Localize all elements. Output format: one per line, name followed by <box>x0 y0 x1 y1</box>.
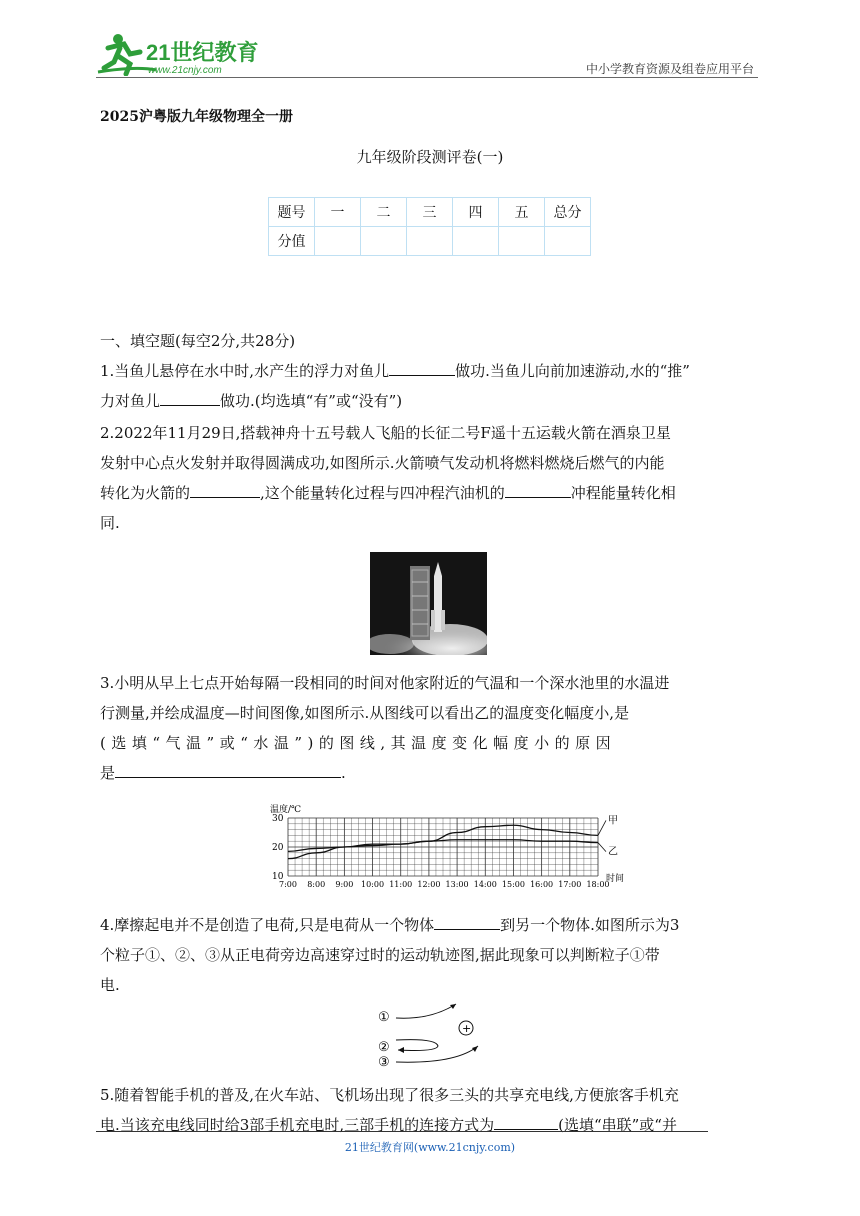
temperature-time-chart <box>268 802 630 894</box>
q2-text: 冲程能量转化相 <box>570 484 676 502</box>
q5-text: (选填“串联”或“并 <box>558 1116 677 1134</box>
q3-text: 3.小明从早上七点开始每隔一段相同的时间对他家附近的气温和一个深水池里的水温进 <box>100 674 670 692</box>
x-tick-label: 15:00 <box>501 880 525 889</box>
exam-title: 九年级阶段测评卷(一) <box>356 148 504 166</box>
question-3 <box>100 668 770 788</box>
q5-text: 电.当该充电线同时给3部手机充电时,三部手机的连接方式为 <box>100 1116 495 1134</box>
footer-link[interactable]: 21世纪教育网(www.21cnjy.com) <box>344 1141 516 1154</box>
chart-xlabel: 时间 <box>606 874 625 884</box>
q2-text: ,这个能量转化过程与四冲程汽油机的 <box>260 484 505 502</box>
x-tick-label: 9:00 <box>335 880 354 889</box>
x-tick-label: 8:00 <box>307 880 326 889</box>
q2-text: 发射中心点火发射并取得圆满成功,如图所示.火箭喷气发动机将燃料燃烧后燃气的内能 <box>100 454 665 472</box>
arrowhead-2 <box>398 1047 404 1053</box>
series-label: 乙 <box>608 846 618 858</box>
table-cell: 四 <box>453 198 499 227</box>
rocket-launch-photo <box>370 552 487 655</box>
footer-divider <box>96 1131 708 1132</box>
q3-text: (选填“气温”或“水温”)的图线,其温度变化幅度小的原因 <box>100 734 617 752</box>
table-cell: 分值 <box>269 227 315 256</box>
score-input-cell[interactable] <box>453 227 499 256</box>
x-tick-label: 12:00 <box>417 880 441 889</box>
q3-text: 行测量,并绘成温度—时间图像,如图所示.从图线可以看出乙的温度变化幅度小,是 <box>100 704 630 722</box>
platform-label: 中小学教育资源及组卷应用平台 <box>585 62 754 76</box>
particle-trajectory-diagram <box>376 1000 496 1070</box>
trajectory-1 <box>396 1004 456 1018</box>
q1-text: 1.当鱼儿悬停在水中时,水产生的浮力对鱼儿 <box>100 362 390 380</box>
table-cell: 一 <box>315 198 361 227</box>
y-tick-label: 10 <box>272 872 284 882</box>
table-cell: 五 <box>499 198 545 227</box>
table-cell: 三 <box>407 198 453 227</box>
q1-text: 做功.当鱼儿向前加速游动,水的“推” <box>455 362 690 380</box>
x-tick-label: 18:00 <box>586 880 610 889</box>
q3-text: 是 <box>100 764 116 782</box>
particle-3-label: ③ <box>378 1055 390 1070</box>
arrowhead-3 <box>472 1046 478 1052</box>
particle-1-label: ① <box>378 1010 390 1025</box>
series-label: 甲 <box>608 815 618 827</box>
q4-text: 电. <box>100 976 120 994</box>
answer-blank[interactable] <box>389 357 455 376</box>
q2-text: 同. <box>100 514 120 532</box>
q1-text: 做功.(均选填“有”或“没有”) <box>220 392 403 410</box>
page-header <box>96 30 758 78</box>
q4-text: 到另一个物体.如图所示为3 <box>500 916 680 934</box>
book-title: 2025沪粤版九年级物理全一册 <box>100 109 293 125</box>
x-tick-label: 14:00 <box>473 880 497 889</box>
question-1 <box>100 356 770 416</box>
table-cell: 二 <box>361 198 407 227</box>
score-input-cell[interactable] <box>315 227 361 256</box>
answer-blank[interactable] <box>160 387 220 406</box>
answer-blank[interactable] <box>505 479 571 498</box>
x-tick-label: 10:00 <box>361 880 385 889</box>
x-tick-label: 13:00 <box>445 880 469 889</box>
logo-text: 21世纪教育 <box>146 40 259 65</box>
question-2 <box>100 418 770 538</box>
q5-text: 5.随着智能手机的普及,在火车站、飞机场出现了很多三头的共享充电线,方便旅客手机充 <box>100 1086 679 1104</box>
q2-text: 2.2022年11月29日,搭载神舟十五号载人飞船的长征二号F遥十五运载火箭在酒泉卫星 <box>100 424 671 442</box>
q2-text: 转化为火箭的 <box>100 484 191 502</box>
q1-text: 力对鱼儿 <box>100 392 161 410</box>
chart-ylabel: 温度/℃ <box>270 805 302 815</box>
q4-text: 4.摩擦起电并不是创造了电荷,只是电荷从一个物体 <box>100 916 435 934</box>
trajectory-3 <box>396 1046 478 1062</box>
score-input-cell[interactable] <box>407 227 453 256</box>
x-tick-label: 16:00 <box>530 880 554 889</box>
x-tick-label: 17:00 <box>558 880 582 889</box>
table-cell: 题号 <box>269 198 315 227</box>
positive-charge-sign: + <box>462 1022 472 1035</box>
score-input-cell[interactable] <box>499 227 545 256</box>
section-heading: 一、填空题(每空2分,共28分) <box>100 332 296 350</box>
y-tick-label: 20 <box>272 843 284 853</box>
score-input-cell[interactable] <box>361 227 407 256</box>
answer-blank[interactable] <box>190 479 260 498</box>
table-row <box>269 227 591 256</box>
x-tick-label: 7:00 <box>279 880 297 889</box>
header-divider <box>96 77 758 78</box>
particle-2-label: ② <box>378 1040 390 1055</box>
y-tick-label: 30 <box>272 814 284 824</box>
answer-blank[interactable] <box>115 759 341 778</box>
x-tick-label: 11:00 <box>389 880 413 889</box>
question-4 <box>100 910 770 1000</box>
table-row <box>269 198 591 227</box>
chart-marks <box>272 814 618 889</box>
q4-text: 个粒子①、②、③从正电荷旁边高速穿过时的运动轨迹图,据此现象可以判断粒子①带 <box>100 946 660 964</box>
logo-21cnjy <box>96 30 266 76</box>
answer-blank[interactable] <box>434 911 500 930</box>
series-leader-line <box>598 820 606 835</box>
series-leader-line <box>598 843 606 852</box>
logo-url: www.21cnjy.com <box>148 65 222 76</box>
q3-text: . <box>341 764 346 782</box>
table-cell: 总分 <box>545 198 591 227</box>
score-input-cell[interactable] <box>545 227 591 256</box>
answer-blank[interactable] <box>494 1111 558 1130</box>
score-table <box>268 197 591 256</box>
